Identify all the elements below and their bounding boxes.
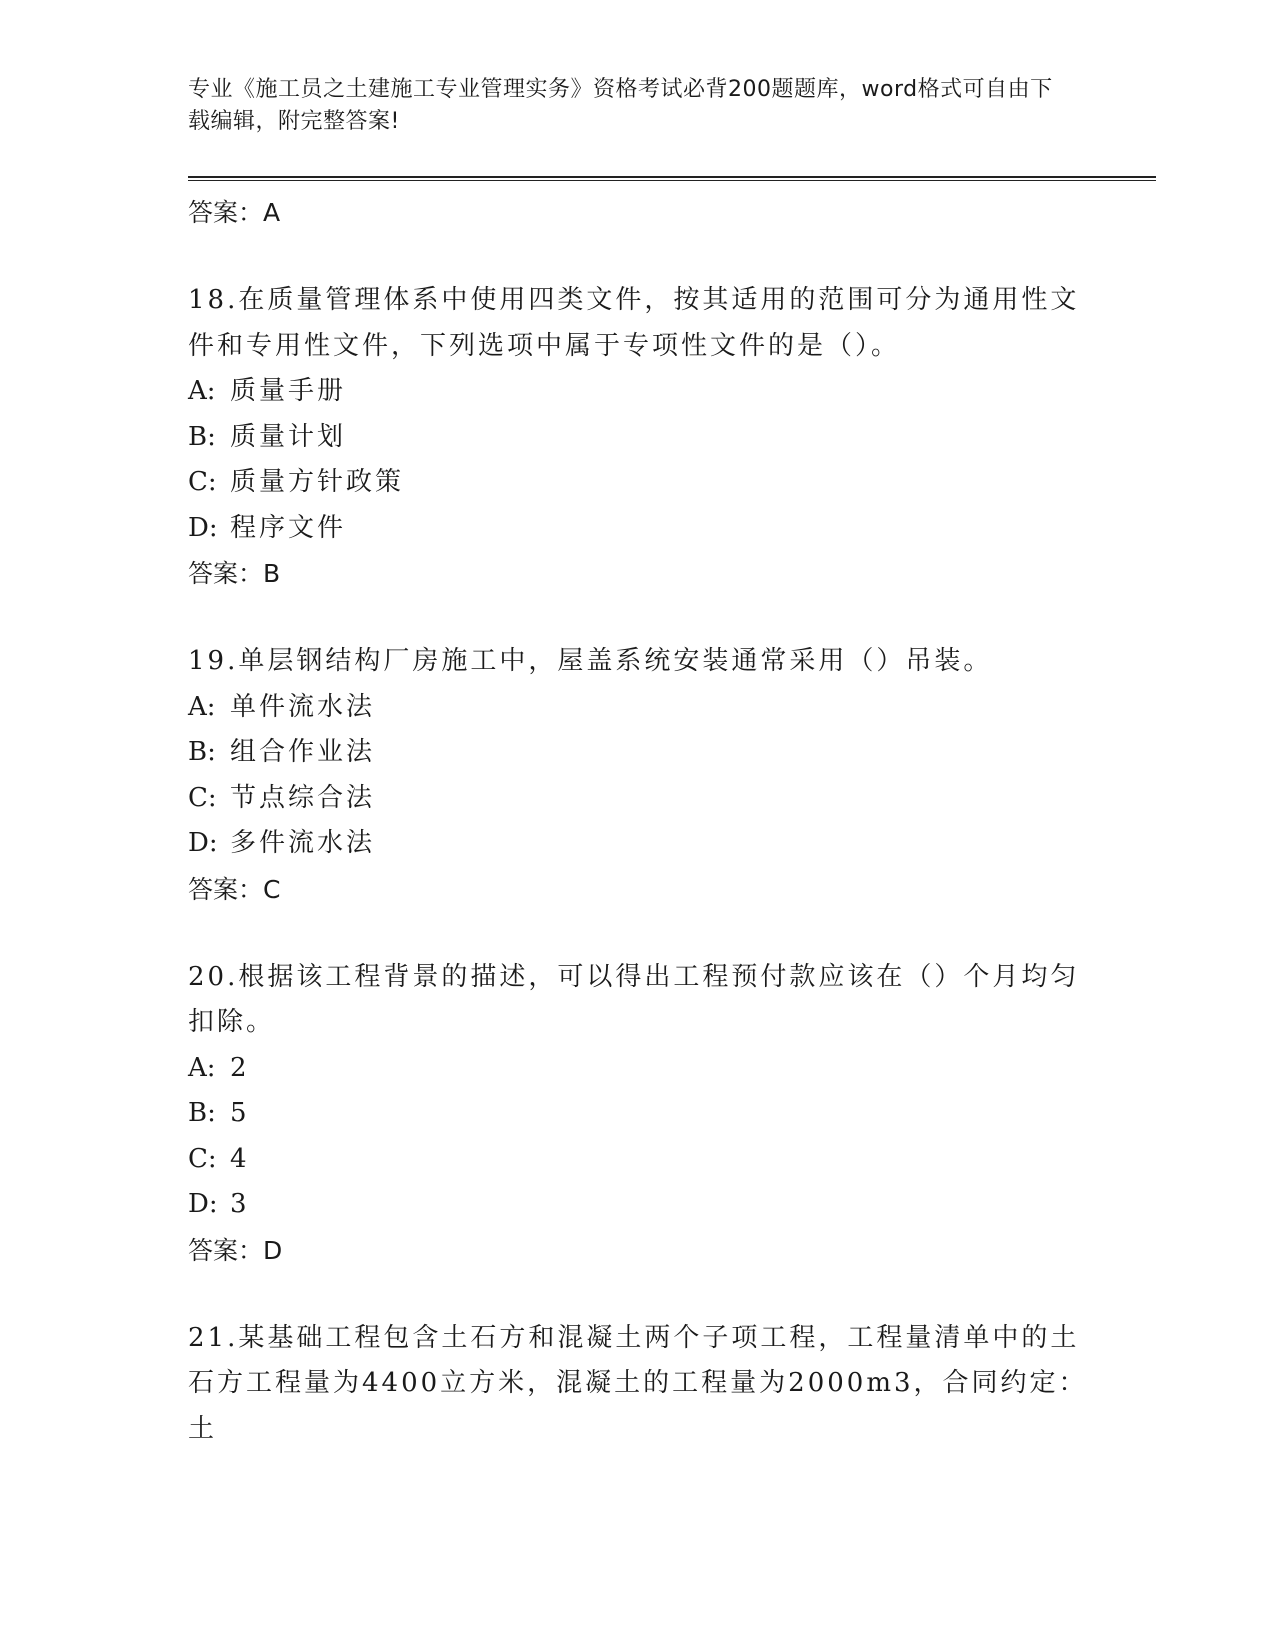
- option-text: 单件流水法: [230, 691, 376, 722]
- option-d: [188, 821, 1088, 867]
- option-b: [188, 730, 1088, 776]
- option-letter: B:: [188, 1098, 216, 1128]
- question-text: 20.根据该工程背景的描述，可以得出工程预付款应该在（）个月均匀扣除。: [188, 961, 1080, 1037]
- question-19: [188, 639, 1088, 913]
- question-text: 21.某基础工程包含土石方和混凝土两个子项工程，工程量清单中的土石方工程量为4400立方米，混凝土的工程量为2000m3，合同约定：土: [188, 1322, 1088, 1444]
- option-c: [188, 460, 1088, 506]
- question-21: [188, 1316, 1088, 1453]
- option-text: 5: [230, 1098, 250, 1128]
- page-header: 专业《施工员之土建施工专业管理实务》资格考试必背200题题库，word格式可自由下载编辑，附完整答案!: [188, 77, 1053, 134]
- option-text: 节点综合法: [230, 782, 376, 813]
- option-letter: D:: [188, 1189, 218, 1219]
- option-letter: C:: [188, 467, 217, 497]
- option-d: [188, 506, 1088, 552]
- option-c: [188, 1137, 1088, 1183]
- option-letter: B:: [188, 737, 216, 767]
- question-text: 19.单层钢结构厂房施工中，屋盖系统安装通常采用（）吊装。: [188, 646, 993, 676]
- option-letter: A:: [188, 376, 216, 406]
- answer-line: 答案：D: [188, 1235, 283, 1265]
- option-text: 质量方针政策: [230, 467, 405, 497]
- option-letter: A:: [188, 691, 216, 722]
- question-text: 18.在质量管理体系中使用四类文件，按其适用的范围可分为通用性文件和专用性文件，下列选项中属于专项性文件的是（）。: [188, 285, 1080, 361]
- option-a: [188, 369, 1088, 415]
- answer-line: 答案：C: [188, 874, 281, 904]
- option-b: [188, 415, 1088, 461]
- option-text: 质量计划: [230, 421, 347, 452]
- option-letter: D:: [188, 512, 218, 543]
- option-text: 多件流水法: [230, 828, 376, 858]
- option-letter: B:: [188, 421, 216, 452]
- option-a: [188, 685, 1088, 731]
- question-18: [188, 278, 1088, 597]
- option-text: 程序文件: [230, 512, 347, 543]
- answer-line: 答案：A: [188, 198, 281, 227]
- option-letter: C:: [188, 782, 217, 813]
- option-text: 质量手册: [230, 376, 347, 406]
- option-letter: A:: [188, 1052, 216, 1083]
- option-letter: C:: [188, 1143, 217, 1174]
- header-divider: [188, 176, 1156, 181]
- question-20: [188, 955, 1088, 1274]
- option-letter: D:: [188, 828, 218, 858]
- option-text: 4: [230, 1143, 250, 1174]
- option-b: [188, 1091, 1088, 1137]
- option-text: 组合作业法: [230, 737, 376, 767]
- option-text: 2: [230, 1052, 250, 1083]
- option-text: 3: [230, 1189, 250, 1219]
- option-c: [188, 776, 1088, 822]
- document-body: [188, 190, 1088, 1452]
- option-a: [188, 1046, 1088, 1092]
- answer-line: 答案：B: [188, 559, 281, 588]
- option-d: [188, 1182, 1088, 1228]
